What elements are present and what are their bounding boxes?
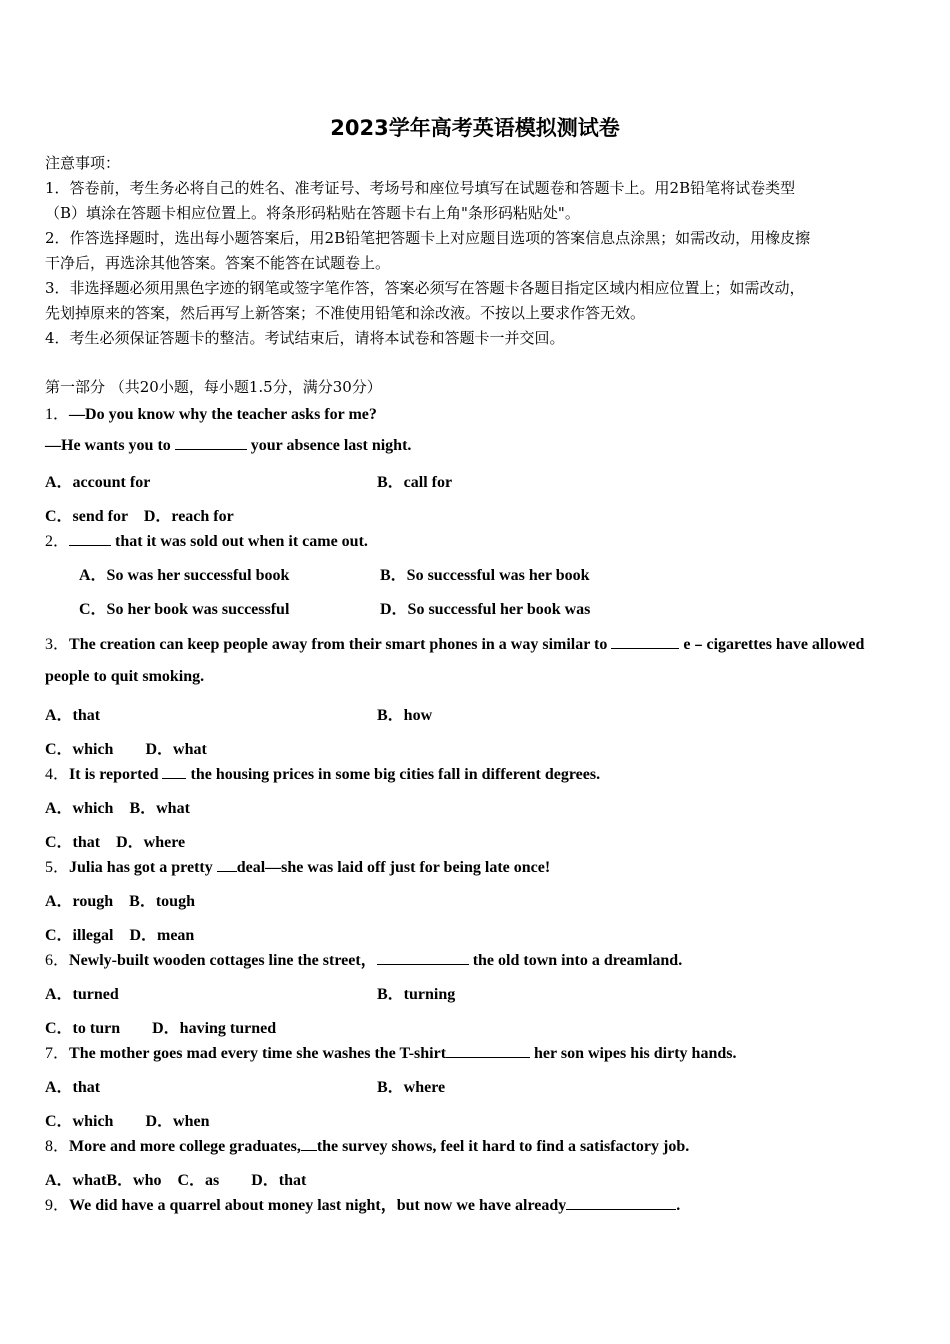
option-c-d: C．send for D．reach for <box>45 508 234 525</box>
option-c-d: C．which D．when <box>45 1113 210 1130</box>
question-1-line2 <box>45 435 411 455</box>
question-text: the survey shows, feel it hard to find a satisfactory job. <box>316 1138 690 1155</box>
notice-line: （B）填涂在答题卡相应位置上。将条形码粘贴在答题卡右上角"条形码粘贴处"。 <box>45 204 580 222</box>
option-b: B．So successful was her book <box>380 567 590 584</box>
page-title: 2023学年高考英语模拟测试卷 <box>330 116 620 140</box>
option-b: B．call for <box>377 474 453 491</box>
question-9-stem <box>45 1192 680 1215</box>
question-text: More and more college graduates, <box>69 1138 301 1155</box>
option-d: D．So successful her book was <box>380 601 591 618</box>
question-text: the old town into a dreamland. <box>468 952 683 969</box>
option-a: A．turned <box>45 986 119 1003</box>
answer-blank <box>611 634 679 649</box>
question-3-line2: people to quit smoking. <box>45 668 205 685</box>
answer-blank <box>217 857 237 872</box>
option-c-d: C．that D．where <box>45 834 186 851</box>
notice-line: 2．作答选择题时，选出每小题答案后，用2B铅笔把答题卡上对应题目选项的答案信息点涂黑；如需改动，用橡皮擦 <box>45 229 811 247</box>
option-b: B．how <box>377 707 433 724</box>
question-number: 4． <box>45 766 70 783</box>
question-8-stem <box>45 1133 689 1156</box>
question-text: . <box>676 1197 681 1214</box>
question-number: 5． <box>45 859 70 876</box>
question-number: 9． <box>45 1197 70 1214</box>
option-a: A．account for <box>45 474 151 491</box>
question-text: The mother goes mad every time she washes the T-shirt <box>69 1045 447 1062</box>
option-c-d: C．illegal D．mean <box>45 927 195 944</box>
notice-line: 1．答卷前，考生务必将自己的姓名、准考证号、考场号和座位号填写在试题卷和答题卡上。用2B铅笔将试卷类型 <box>45 179 796 197</box>
answer-blank <box>162 764 186 779</box>
question-5-stem <box>45 854 550 877</box>
options-a-d: A．whatB．who C．as D．that <box>45 1172 307 1189</box>
question-6-stem <box>45 947 682 970</box>
answer-blank <box>377 950 469 965</box>
question-text: her son wipes his dirty hands. <box>530 1045 737 1062</box>
option-b: B．turning <box>377 986 456 1003</box>
answer-blank <box>175 435 247 450</box>
option-c: C．So her book was successful <box>79 601 290 618</box>
question-text: the housing prices in some big cities fall in different degrees. <box>186 766 601 783</box>
question-text: your absence last night. <box>246 437 412 454</box>
answer-blank <box>301 1136 317 1151</box>
question-text: —He wants you to <box>45 437 175 454</box>
option-a: A．that <box>45 1079 101 1096</box>
question-text: We did have a quarrel about money last night，but now we have already <box>69 1197 567 1214</box>
notice-line: 先划掉原来的答案，然后再写上新答案；不准使用铅笔和涂改液。不按以上要求作答无效。 <box>45 304 646 322</box>
option-c-d: C．to turn D．having turned <box>45 1020 277 1037</box>
option-a-b: A．rough B．tough <box>45 893 195 910</box>
question-2-stem <box>45 528 368 551</box>
option-a: A．that <box>45 707 101 724</box>
answer-blank <box>566 1195 676 1210</box>
section-heading: 第一部分 （共20小题，每小题1.5分，满分30分） <box>45 378 382 396</box>
question-number: 8． <box>45 1138 70 1155</box>
question-1-stem <box>45 401 377 424</box>
option-c-d: C．which D．what <box>45 741 207 758</box>
question-4-stem <box>45 761 600 784</box>
question-7-stem <box>45 1040 736 1063</box>
question-text: —Do you know why the teacher asks for me? <box>69 406 377 423</box>
question-number: 6． <box>45 952 70 969</box>
question-text: The creation can keep people away from their smart phones in a way similar to <box>69 636 612 653</box>
answer-blank <box>446 1043 530 1058</box>
question-text: Julia has got a pretty <box>69 859 217 876</box>
question-number: 1． <box>45 406 70 423</box>
question-3-stem <box>45 631 864 654</box>
question-text: It is reported <box>69 766 163 783</box>
option-a-b: A．which B．what <box>45 800 190 817</box>
answer-blank <box>69 531 111 546</box>
notice-line: 4．考生必须保证答题卡的整洁。考试结束后，请将本试卷和答题卡一并交回。 <box>45 329 565 347</box>
notice-line: 干净后，再选涂其他答案。答案不能答在试题卷上。 <box>45 254 391 272</box>
question-text: deal—she was laid off just for being late once! <box>236 859 551 876</box>
question-number: 3． <box>45 636 70 653</box>
option-a: A．So was her successful book <box>79 567 290 584</box>
notice-line: 3．非选择题必须用黑色字迹的钢笔或签字笔作答，答案必须写在答题卡各题目指定区域内相应位置上；如需改动， <box>45 279 805 297</box>
question-text: e﹣cigarettes have allowed <box>679 636 865 653</box>
question-text: Newly-built wooden cottages line the street， <box>69 952 377 969</box>
option-b: B．where <box>377 1079 446 1096</box>
question-number: 2． <box>45 533 70 550</box>
question-text: that it was sold out when it came out. <box>111 533 368 550</box>
notice-heading: 注意事项： <box>45 154 121 172</box>
question-number: 7． <box>45 1045 70 1062</box>
